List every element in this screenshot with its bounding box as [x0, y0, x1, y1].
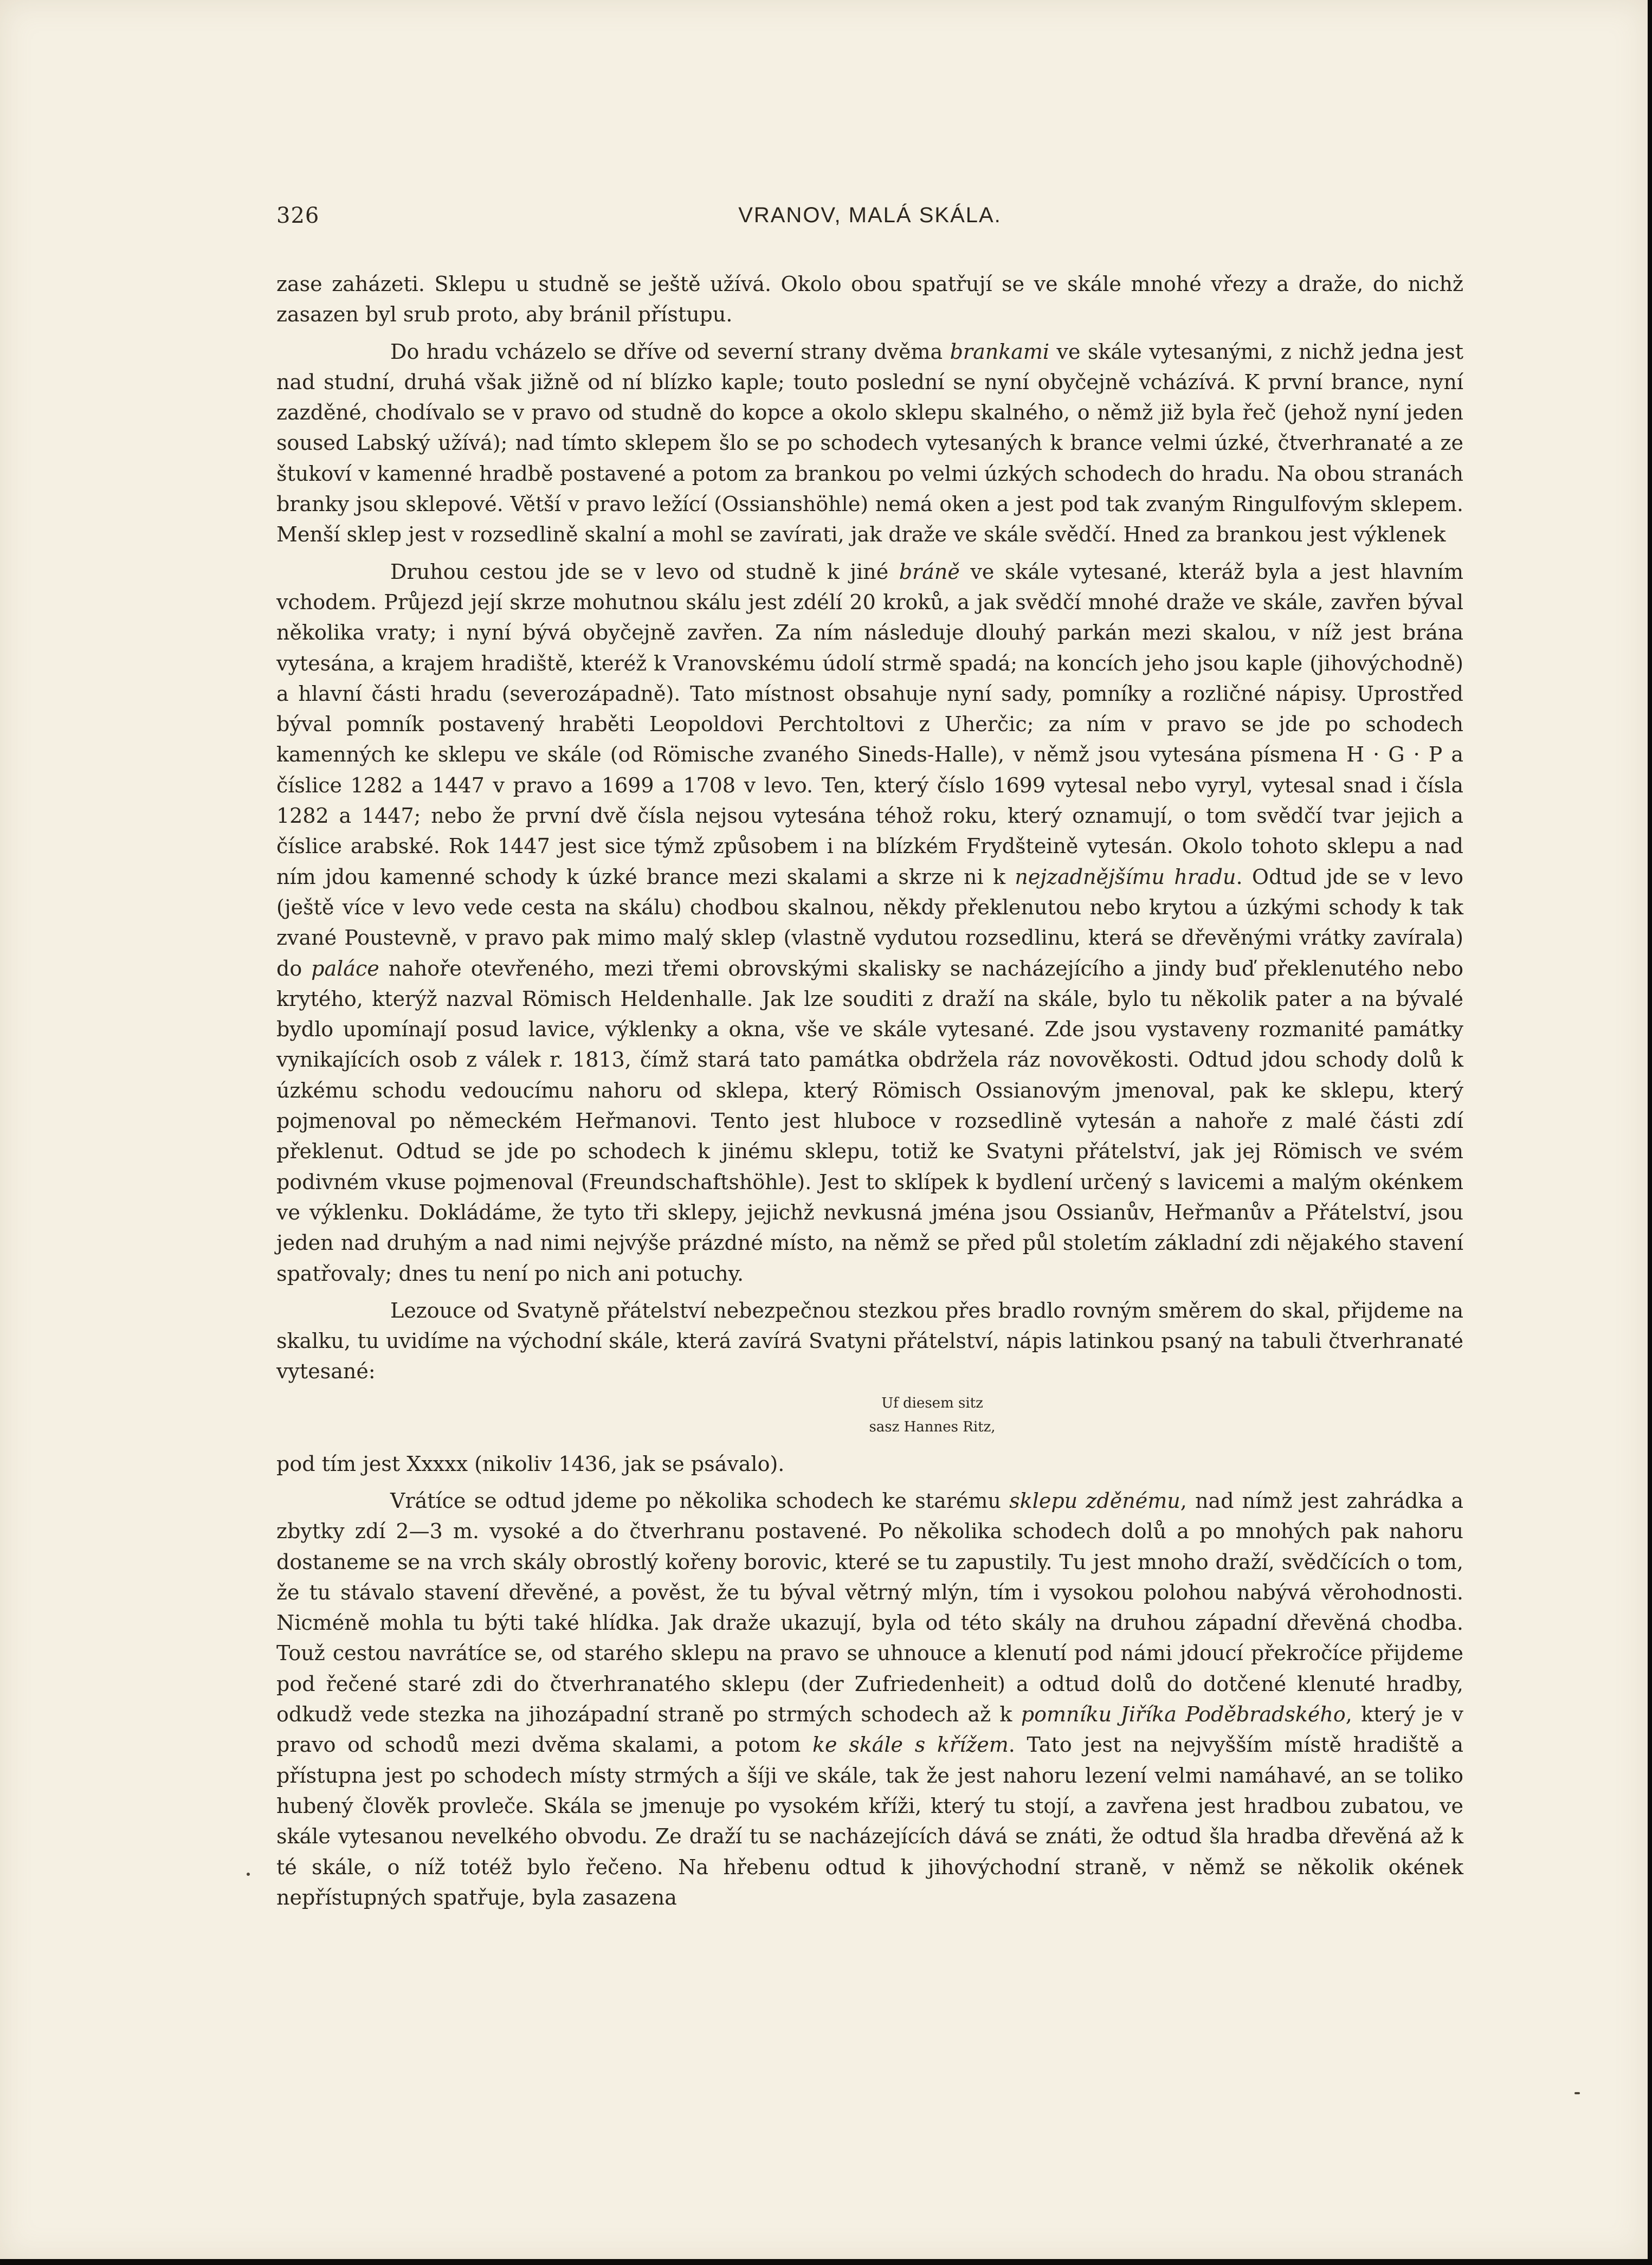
- paragraph: [276, 557, 1463, 1289]
- italic-text: ke skále s křížem: [812, 1733, 1009, 1757]
- italic-text: sklepu zděnému: [1009, 1488, 1180, 1513]
- stray-mark: [247, 1873, 250, 1876]
- text-run: , který je v pravo od schodů mezi dvěma skalami, a potom: [276, 1702, 1463, 1757]
- text-run: , nad nímž jest zahrádka a zbytky zdí 2—3 m. vysoké a do čtverhranu postavené. Po několika schodech dolů a po mnohých pak nahoru dostaneme se na vrch skály obrostlý kořeny borovic, které se tu zapustily. Tu jest mnoho draží, svědčících o tom, že tu stávalo stavení dřevěné, a pověst, že tu býval větrný mlýn, tím i vysokou polohou nabývá věrohodnosti. Nicméně mohla tu býti také hlídka. Jak draže ukazují, byla od této skály na druhou západní dřevěná chodba. Touž cestou navrátíce se, od starého sklepu na pravo se uhnouce a klenutí pod námi jdoucí překročíce přijdeme pod řečené staré zdi do čtverhranatého sklepu (der Zufriedenheit) a odtud dolů do dotčené klenuté hradby, odkudž vede stezka na jihozápadní straně po strmých schodech až k: [276, 1488, 1463, 1727]
- italic-text: nejzadnějšímu hradu: [1015, 864, 1236, 889]
- paragraphs-after-inscription: [276, 1449, 1463, 1913]
- paragraph: [276, 337, 1463, 550]
- text-run: Lezouce od Svatyně přátelství nebezpečnou stezkou přes bradlo rovným směrem do skal, přijdeme na skalku, tu uvidíme na východní skále, která zavírá Svatyni přátelství, nápis latinkou psaný na tabuli čtverhranaté vytesané:: [276, 1298, 1463, 1384]
- inscription-line: sasz Hannes Ritz,: [869, 1418, 996, 1435]
- text-run: nahoře otevřeného, mezi třemi obrovskými skalisky se nacházejícího a jindy buď překlenutého nebo krytého, kterýž nazval Römisch Heldenhalle. Jak lze souditi z draží na skále, bylo tu několik pater a na bývalé bydlo upomínají posud lavice, výklenky a okna, vše ve skále vytesané. Zde jsou vystaveny rozmanité památky vynikajících osob z válek r. 1813, čímž stará tato památka obdržela ráz novověkosti. Odtud jdou schody dolů k úzkému schodu vedoucímu nahoru od sklepa, který Römisch Ossianovým jmenoval, pak ke sklepu, který pojmenoval po německém Heřmanovi. Tento jest hluboce v rozsedlině vytesán a nahoře z malé části zdí překlenut. Odtud se jde po schodech k jinému sklepu, totiž ke Svatyni přátelství, jak jej Römisch ve svém podivném vkuse pojmenoval (Freundschaftshöhle). Jest to sklípek k bydlení určený s lavicemi a malým okénkem ve výklenku. Dokládáme, že tyto tři sklepy, jejichž nevkusná jména jsou Ossianův, Heřmanův a Přátelství, jsou jeden nad druhým a nad nimi nejvýše prázdné místo, na němž se před půl stoletím základní zdi nějakého stavení spatřovaly; dnes tu není po nich ani potuchy.: [276, 956, 1463, 1286]
- text-run: pod tím jest Xxxxx (nikoliv 1436, jak se psávalo).: [276, 1451, 785, 1476]
- paragraph: [276, 1449, 1463, 1479]
- italic-text: paláce: [311, 956, 379, 980]
- text-run: Druhou cestou jde se v levo od studně k jiné: [390, 559, 899, 584]
- running-title: VRANOV, MALÁ SKÁLA.: [738, 203, 1002, 227]
- text-run: ve skále vytesané, kteráž byla a jest hlavním vchodem. Průjezd její skrze mohutnou skálu jest zdélí 20 kroků, a jak svědčí mnohé draže ve skále, zavřen býval několika vraty; i nyní bývá obyčejně zavřen. Za ním následuje dlouhý parkán mezi skalou, v níž jest brána vytesána, a krajem hradiště, kteréž k Vranovskému údolí strmě spadá; na koncích jeho jsou kaple (jihovýchodně) a hlavní části hradu (severozápadně). Tato místnost obsahuje nyní sady, pomníky a rozličné nápisy. Uprostřed býval pomník postavený hraběti Leopoldovi Perchtoltovi z Uherčic; za ním v pravo se jde po schodech kamenných ke sklepu ve skále (od Römische zvaného Sineds-Halle), v němž jsou vytesána písmena H · G · P a číslice 1282 a 1447 v pravo a 1699 a 1708 v levo. Ten, který číslo 1699 vytesal nebo vyryl, vytesal snad i čísla 1282 a 1447; nebo že první dvě čísla nejsou vytesána téhož roku, který oznamují, o tom svědčí tvar jejich a číslice arabské. Rok 1447 jest sice týmž způsobem i na blízkém Frydšteině vytesán. Okolo tohoto sklepu a nad ním jdou kamenné schody k úzké brance mezi skalami a skrze ni k: [276, 559, 1463, 889]
- italic-text: brankami: [950, 339, 1050, 364]
- inscription: [276, 1391, 1463, 1439]
- text-run: Do hradu vcházelo se dříve od severní strany dvěma: [390, 339, 950, 364]
- inscription-line: Uf diesem sitz: [881, 1395, 983, 1411]
- stray-mark: [1574, 2092, 1580, 2094]
- page-number: 326: [276, 203, 320, 228]
- text-run: . Tato jest na nejvyšším místě hradiště a přístupna jest po schodech místy strmých a šíji ve skále, tak že jest nahoru lezení velmi namáhavé, an se toliko hubený člověk provleče. Skála se jmenuje po vysokém kříži, který tu stojí, a zavřena jest hradbou zubatou, ve skále vytesanou nevelkého obvodu. Ze draží tu se nacházejících dává se znáti, že odtud šla hradba dřevěná až k té skále, o níž totéž bylo řečeno. Na hřebenu odtud k jihovýchodní straně, v němž se několik okének nepřístupných spatřuje, byla zasazena: [276, 1733, 1463, 1909]
- paragraph: [276, 1295, 1463, 1387]
- text-run: Vrátíce se odtud jdeme po několika schodech ke starému: [390, 1488, 1010, 1513]
- text-run: zase zaházeti. Sklepu u studně se ještě užívá. Okolo obou spatřují se ve skále mnohé vřezy a draže, do nichž zasazen byl srub proto, aby bránil přístupu.: [276, 272, 1463, 327]
- italic-text: bráně: [899, 559, 960, 584]
- text-run: ve skále vytesanými, z nichž jedna jest nad studní, druhá však jižně od ní blízko kaple; touto poslední se nyní obyčejně vcházívá. K první brance, nyní zazděné, chodívalo se v pravo od studně do kopce a okolo sklepu skalného, o němž již byla řeč (jehož nyní jeden soused Labský užívá); nad tímto sklepem šlo se po schodech vytesaných k brance velmi úzké, čtverhranaté a ze štukoví v kamenné hradbě postavené a potom za brankou po velmi úzkých schodech do hradu. Na obou stranách branky jsou sklepové. Větší v pravo ležící (Ossianshöhle) nemá oken a jest pod tak zvaným Ringulfovým sklepem. Menší sklep jest v rozsedlině skalní a mohl se zavírati, jak draže ve skále svědčí. Hned za brankou jest výklenek: [276, 339, 1463, 547]
- paragraphs-before-inscription: [276, 269, 1463, 1387]
- italic-text: pomníku Jiříka Poděbradského: [1021, 1702, 1346, 1727]
- text-run: . Odtud jde se v levo (ještě více v levo vede cesta na skálu) chodbou skalnou, někdy překlenutou nebo krytou a úzkými schody k tak zvané Poustevně, v pravo pak mimo malý sklep (vlastně vydutou rozsedlinu, která se dřevěnými vrátky zavírala) do: [276, 864, 1463, 980]
- paragraph: [276, 269, 1463, 330]
- paragraph: [276, 1486, 1463, 1913]
- page-header: [276, 203, 1463, 241]
- body-text: [276, 269, 1463, 1913]
